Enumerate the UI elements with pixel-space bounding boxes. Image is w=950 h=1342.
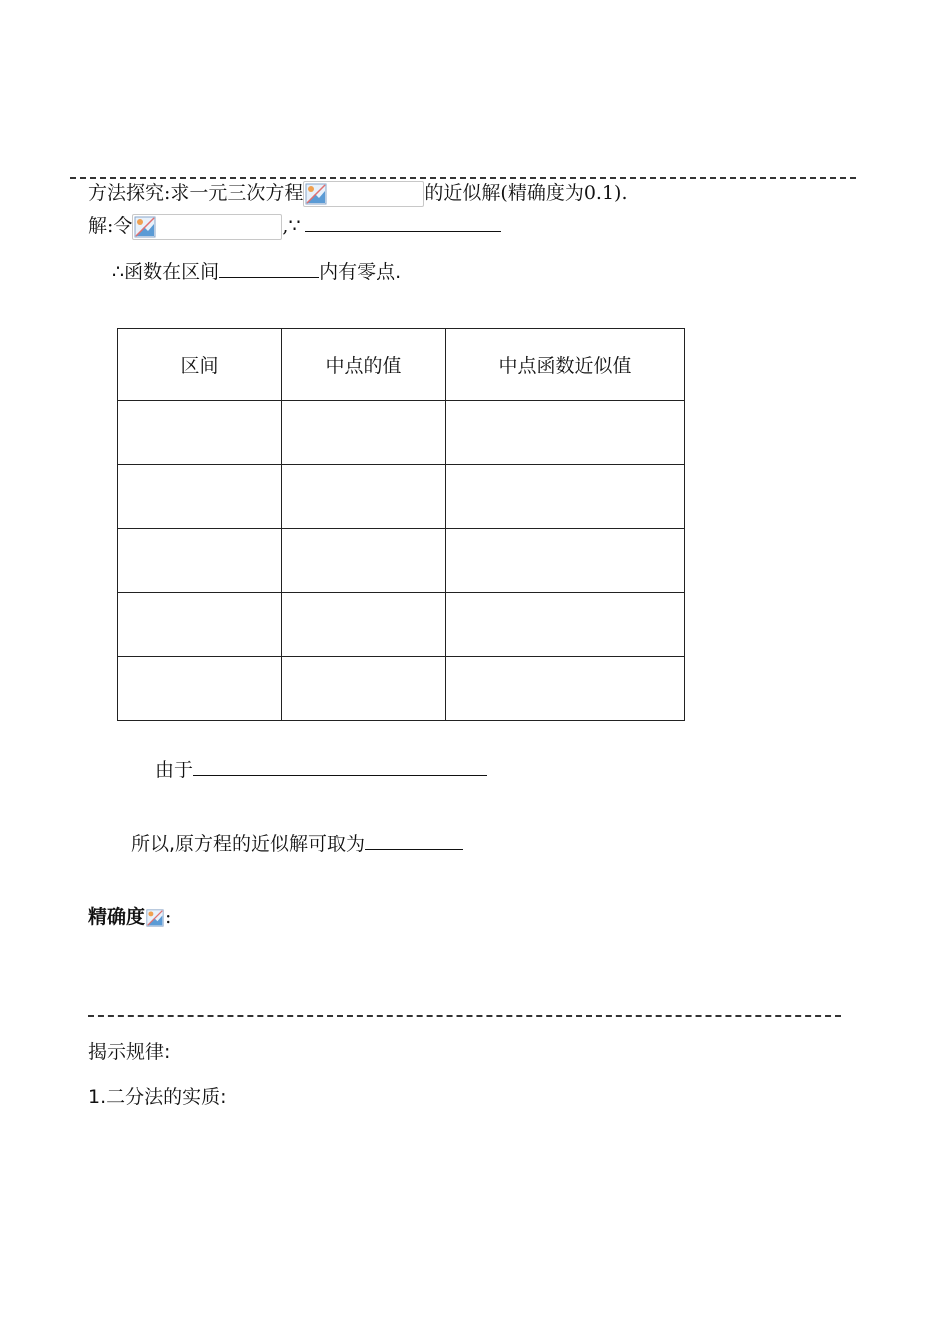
precision-image-placeholder-icon — [145, 908, 165, 928]
conclusion-line — [131, 831, 463, 856]
top-dashed-divider — [70, 177, 856, 179]
table-header-row — [118, 329, 685, 401]
table-cell[interactable] — [446, 657, 685, 721]
table-cell[interactable] — [118, 529, 282, 593]
table-cell[interactable] — [118, 465, 282, 529]
table-cell[interactable] — [118, 593, 282, 657]
conclusion-label: 所以,原方程的近似解可取为 — [131, 833, 366, 855]
table-row — [118, 401, 685, 465]
function-image-placeholder-icon — [132, 214, 282, 240]
table-cell[interactable] — [282, 593, 446, 657]
problem-line — [88, 181, 628, 207]
middle-dashed-divider — [88, 1015, 841, 1017]
precision-line — [88, 905, 171, 929]
precision-colon: : — [165, 906, 172, 928]
therefore-text: ∴函数在区间 — [112, 261, 220, 283]
zero-interval-line — [112, 259, 401, 284]
table-cell[interactable] — [446, 401, 685, 465]
table-cell[interactable] — [118, 401, 282, 465]
because-symbol: ,∵ — [282, 215, 301, 237]
reason-label: 由于 — [155, 759, 194, 781]
table-cell[interactable] — [446, 465, 685, 529]
table-row — [118, 465, 685, 529]
table-cell[interactable] — [118, 657, 282, 721]
table-row — [118, 657, 685, 721]
equation-image-placeholder-icon — [303, 181, 424, 207]
table-row — [118, 593, 685, 657]
table-cell[interactable] — [282, 401, 446, 465]
conclusion-blank — [365, 831, 463, 850]
reason-blank — [193, 757, 487, 776]
header-interval: 区间 — [118, 329, 282, 401]
table-cell[interactable] — [282, 465, 446, 529]
header-midpoint-function: 中点函数近似值 — [446, 329, 685, 401]
table-row — [118, 529, 685, 593]
problem-prefix: 方法探究:求一元三次方程 — [88, 182, 304, 204]
essence-item: 1.二分法的实质: — [88, 1086, 227, 1108]
because-blank — [305, 213, 501, 232]
problem-suffix: 的近似解(精确度为0.1). — [424, 182, 628, 204]
table-cell[interactable] — [446, 593, 685, 657]
header-midpoint: 中点的值 — [282, 329, 446, 401]
table-cell[interactable] — [282, 529, 446, 593]
solution-prefix: 解:令 — [88, 215, 133, 237]
reveal-heading: 揭示规律: — [88, 1041, 171, 1063]
table-cell[interactable] — [446, 529, 685, 593]
table-cell[interactable] — [282, 657, 446, 721]
reason-line — [155, 757, 487, 782]
bisection-table — [117, 328, 685, 721]
interval-blank — [219, 259, 319, 278]
zero-suffix: 内有零点. — [319, 261, 402, 283]
solution-line — [88, 213, 501, 240]
precision-label: 精确度 — [88, 906, 146, 928]
